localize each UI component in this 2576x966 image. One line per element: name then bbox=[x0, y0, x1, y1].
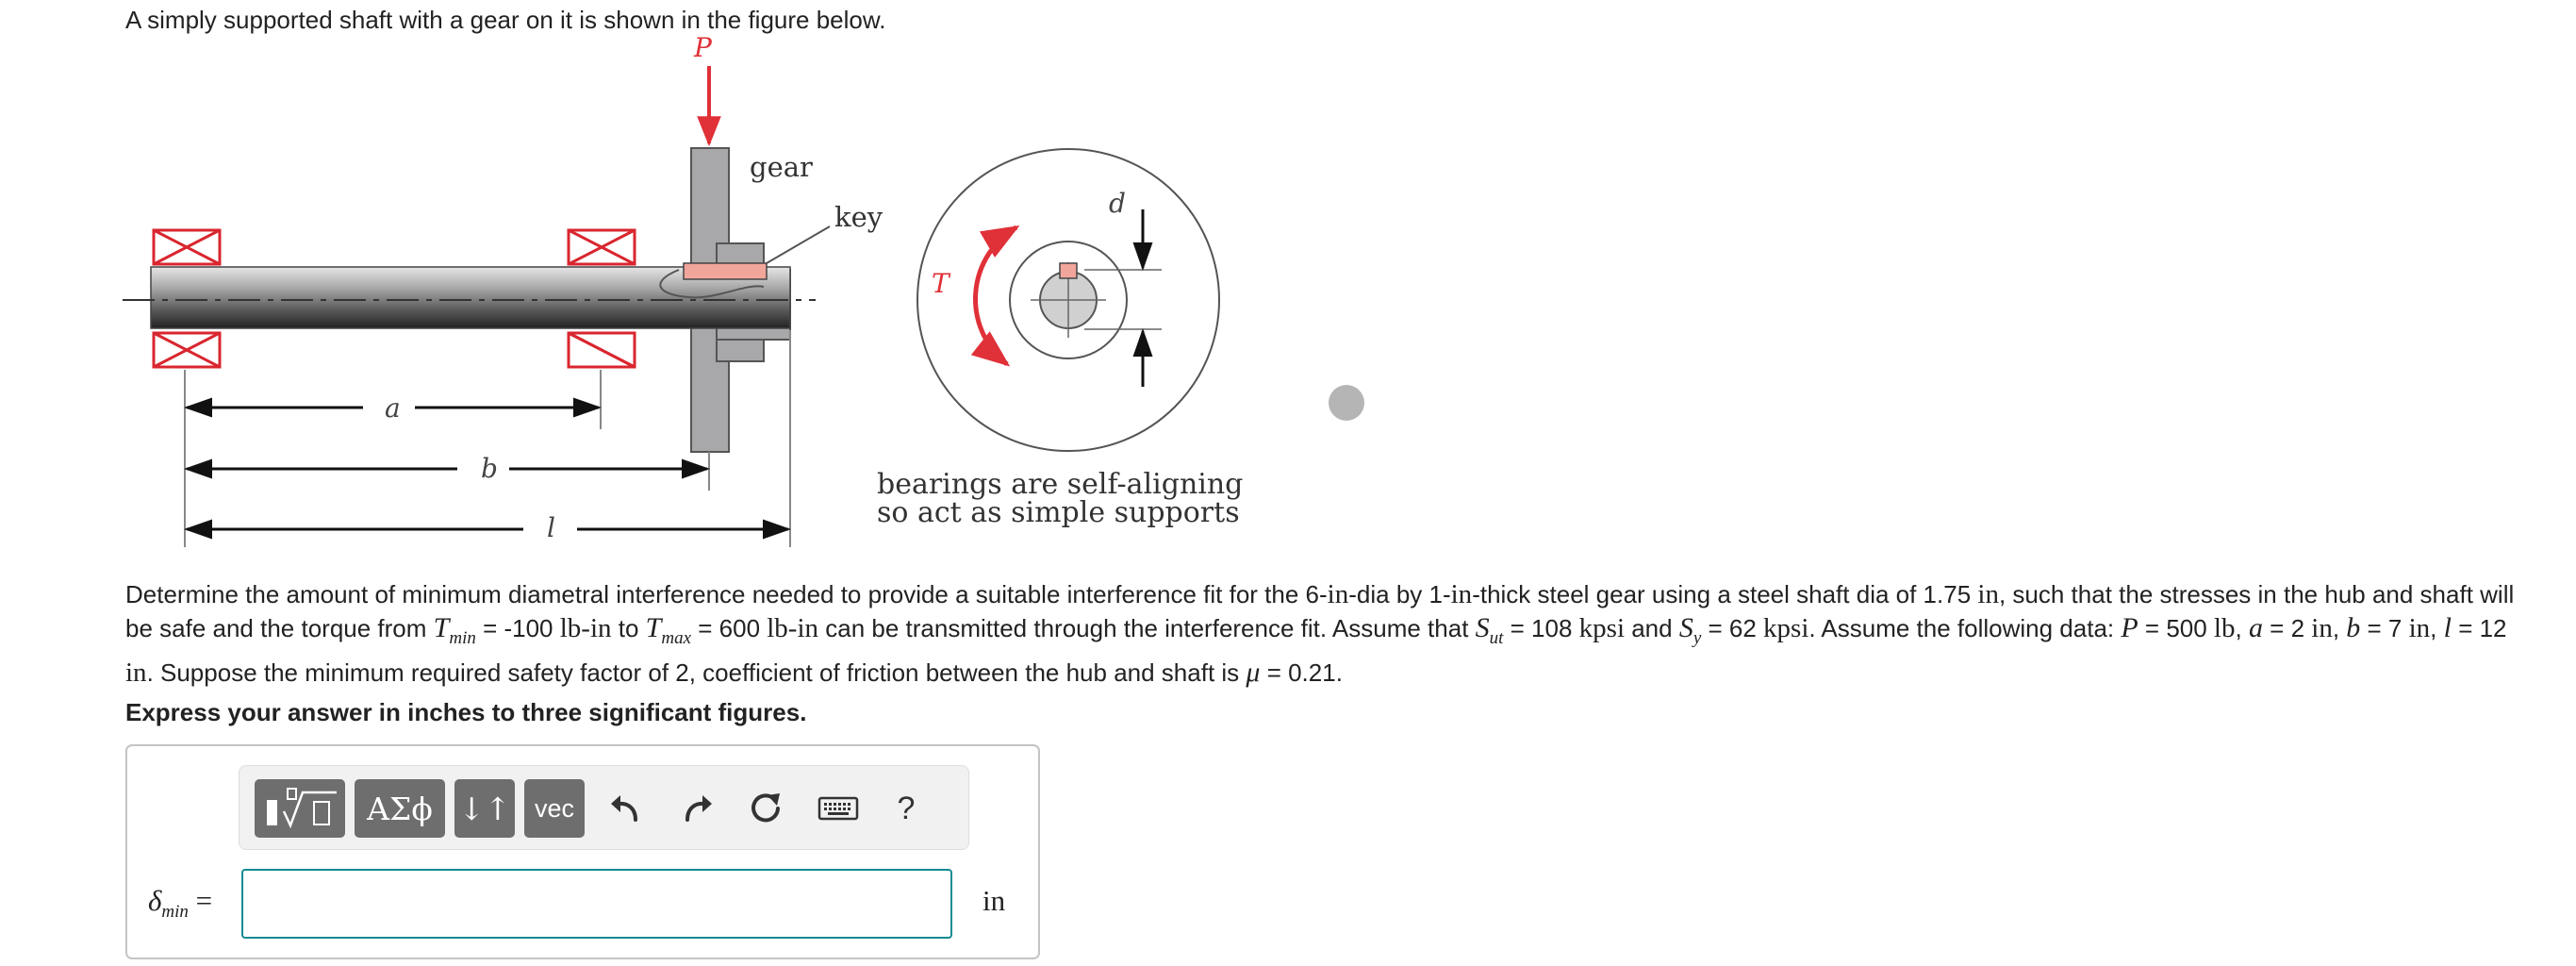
dim-l-label: l bbox=[547, 512, 555, 543]
sut-symbol: $S_{ut}$ bbox=[1475, 612, 1504, 648]
cursor-indicator bbox=[1329, 385, 1364, 421]
reset-button[interactable] bbox=[742, 785, 789, 832]
key-label: key bbox=[834, 201, 883, 233]
reset-icon bbox=[747, 790, 784, 827]
diameter-label: d bbox=[1109, 188, 1126, 219]
caption-line-1: bearings are self-aligning bbox=[877, 468, 1244, 501]
fraction-root-template-icon bbox=[259, 785, 340, 832]
help-button[interactable]: ? bbox=[897, 790, 916, 826]
key-section bbox=[1060, 263, 1077, 278]
bearing-right-bottom bbox=[569, 333, 635, 367]
arrows-button[interactable]: ↓↑ bbox=[454, 779, 515, 838]
bearing-right-top bbox=[569, 230, 635, 264]
load-label: P bbox=[694, 32, 712, 63]
undo-button[interactable] bbox=[603, 785, 650, 832]
bearing-left-top bbox=[154, 230, 220, 264]
redo-icon bbox=[678, 790, 716, 827]
redo-button[interactable] bbox=[673, 785, 720, 832]
keyboard-icon bbox=[817, 794, 859, 823]
caption-line-2: so act as simple supports bbox=[877, 496, 1240, 529]
tmin-symbol: $T_{min}$ bbox=[433, 612, 476, 648]
greek-symbols-button[interactable]: ΑΣϕ bbox=[355, 779, 445, 838]
keyboard-button[interactable] bbox=[815, 785, 862, 832]
problem-statement: Determine the amount of minimum diametral interference needed to provide a suitable interference fit for the 6-in-dia by 1-in-thick steel gear using a steel shaft dia of 1.75 in, such that the stresses in the hub and shaft will be safe and the torque from $T_{min} = -100$ lb-in to $T_{max} = 600$ lb-in can be transmitted through the interference fit. Assume that $S_{ut} = 108$ kpsi and $S_y = 62$ kpsi. Assume the following data: P = 500 lb, a = 2 in, b = 7 in, l = 12 in. Suppose the minimum required safety factor of 2, coefficient of friction between the hub and shaft is μ = 0.21. bbox=[125, 579, 2515, 688]
undo-icon bbox=[607, 790, 645, 827]
bearing-left-bottom bbox=[154, 333, 220, 367]
math-toolbar bbox=[239, 765, 969, 850]
key-leader bbox=[767, 226, 830, 263]
answer-instructions: Express your answer in inches to three significant figures. bbox=[125, 698, 807, 726]
vector-button[interactable]: vec bbox=[524, 779, 585, 838]
torque-label: T bbox=[932, 268, 949, 299]
answer-input[interactable] bbox=[241, 869, 952, 939]
templates-button[interactable] bbox=[255, 779, 345, 838]
shaft-gear-figure bbox=[0, 0, 1245, 566]
dim-a-label: a bbox=[385, 392, 401, 424]
answer-unit: in bbox=[983, 884, 1006, 917]
gear-label: gear bbox=[750, 151, 813, 183]
key bbox=[684, 263, 767, 279]
problem-intro: A simply supported shaft with a gear on it is shown in the figure below. bbox=[125, 6, 886, 34]
tmax-symbol: $T_{max}$ bbox=[645, 612, 692, 648]
sy-symbol: $S_y$ bbox=[1678, 612, 1702, 648]
answer-label: $\delta_{min}$ = bbox=[148, 884, 213, 923]
dim-b-label: b bbox=[481, 453, 498, 484]
